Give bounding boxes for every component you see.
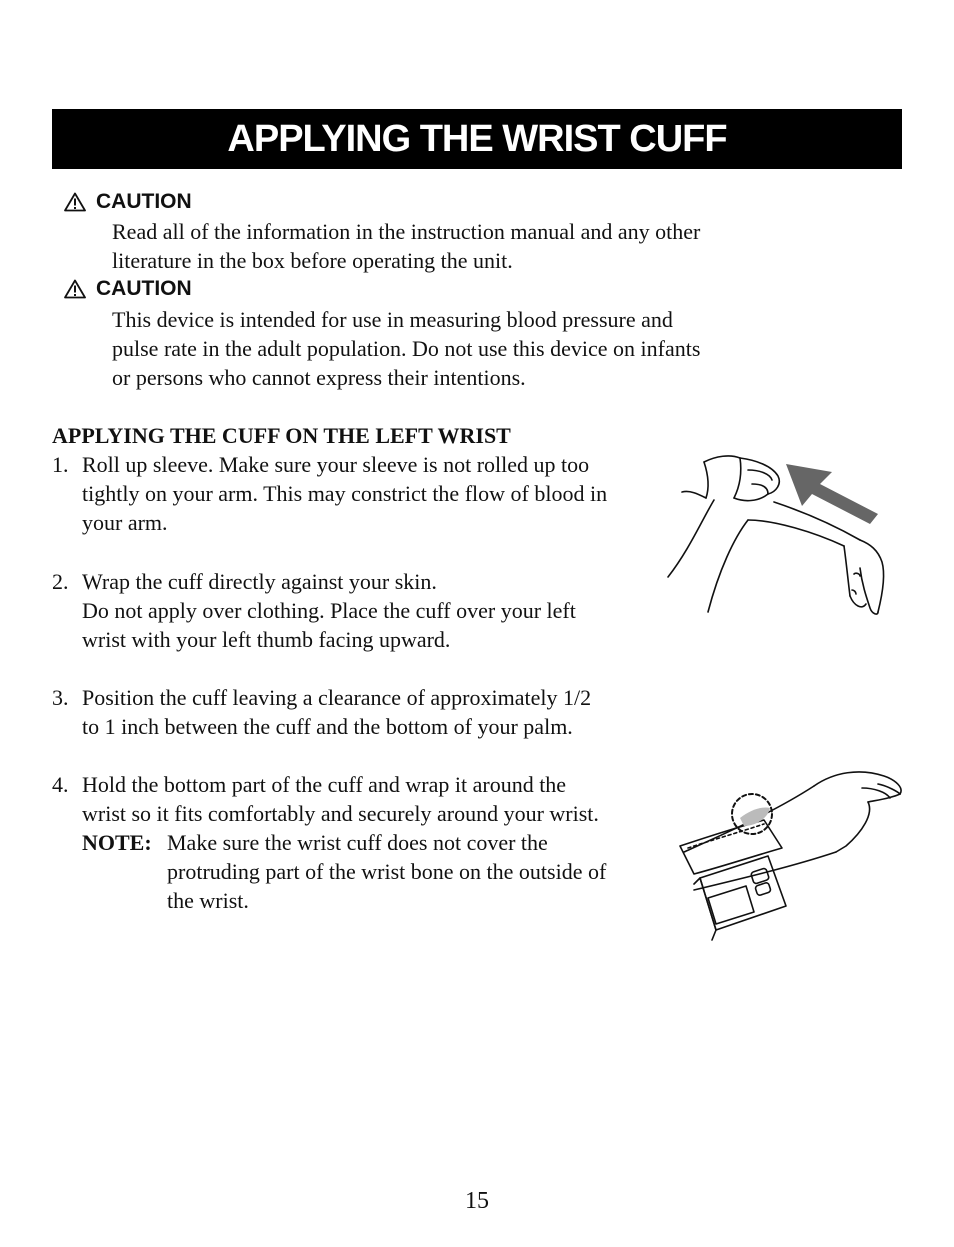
roll-sleeve-illustration <box>664 440 894 620</box>
page-number: 15 <box>465 1188 489 1214</box>
cuff-on-wrist-illustration <box>664 762 908 952</box>
step-number-2: 2. <box>52 569 69 594</box>
caution-label: CAUTION <box>96 277 192 300</box>
step-text-1: Roll up sleeve. Make sure your sleeve is not rolled up too tightly on your arm. This may constrict the flow of blood in your arm. <box>82 452 608 535</box>
caution-label: CAUTION <box>96 190 192 213</box>
warning-triangle-icon <box>64 192 86 212</box>
step-text-4: Hold the bottom part of the cuff and wrap it around the wrist so it fits comfortably and securely around your wrist. <box>82 772 599 826</box>
caution-heading-2 <box>64 276 192 302</box>
note-label: NOTE: <box>82 830 152 855</box>
step-text-3: Position the cuff leaving a clearance of approximately 1/2 to 1 inch between the cuff and the bottom of your palm. <box>82 685 592 739</box>
warning-triangle-icon <box>64 279 86 299</box>
step-number-3: 3. <box>52 685 69 710</box>
caution-heading-1 <box>64 189 192 215</box>
caution-text-2: This device is intended for use in measuring blood pressure and pulse rate in the adult population. Do not use this device on infants or persons who cannot express their intentions. <box>112 307 701 390</box>
step-number-1: 1. <box>52 452 69 477</box>
step-number-4: 4. <box>52 772 69 797</box>
caution-text-1: Read all of the information in the instruction manual and any other literature in the box before operating the unit. <box>112 219 701 273</box>
section-heading: APPLYING THE CUFF ON THE LEFT WRIST <box>52 423 511 448</box>
step-text-2: Wrap the cuff directly against your skin. Do not apply over clothing. Place the cuff over your left wrist with your left thumb facing upward. <box>82 569 576 652</box>
note-text: Make sure the wrist cuff does not cover the protruding part of the wrist bone on the outside of the wrist. <box>167 830 607 913</box>
page-title-bar <box>52 109 902 169</box>
page-title: APPLYING THE WRIST CUFF <box>227 117 727 160</box>
